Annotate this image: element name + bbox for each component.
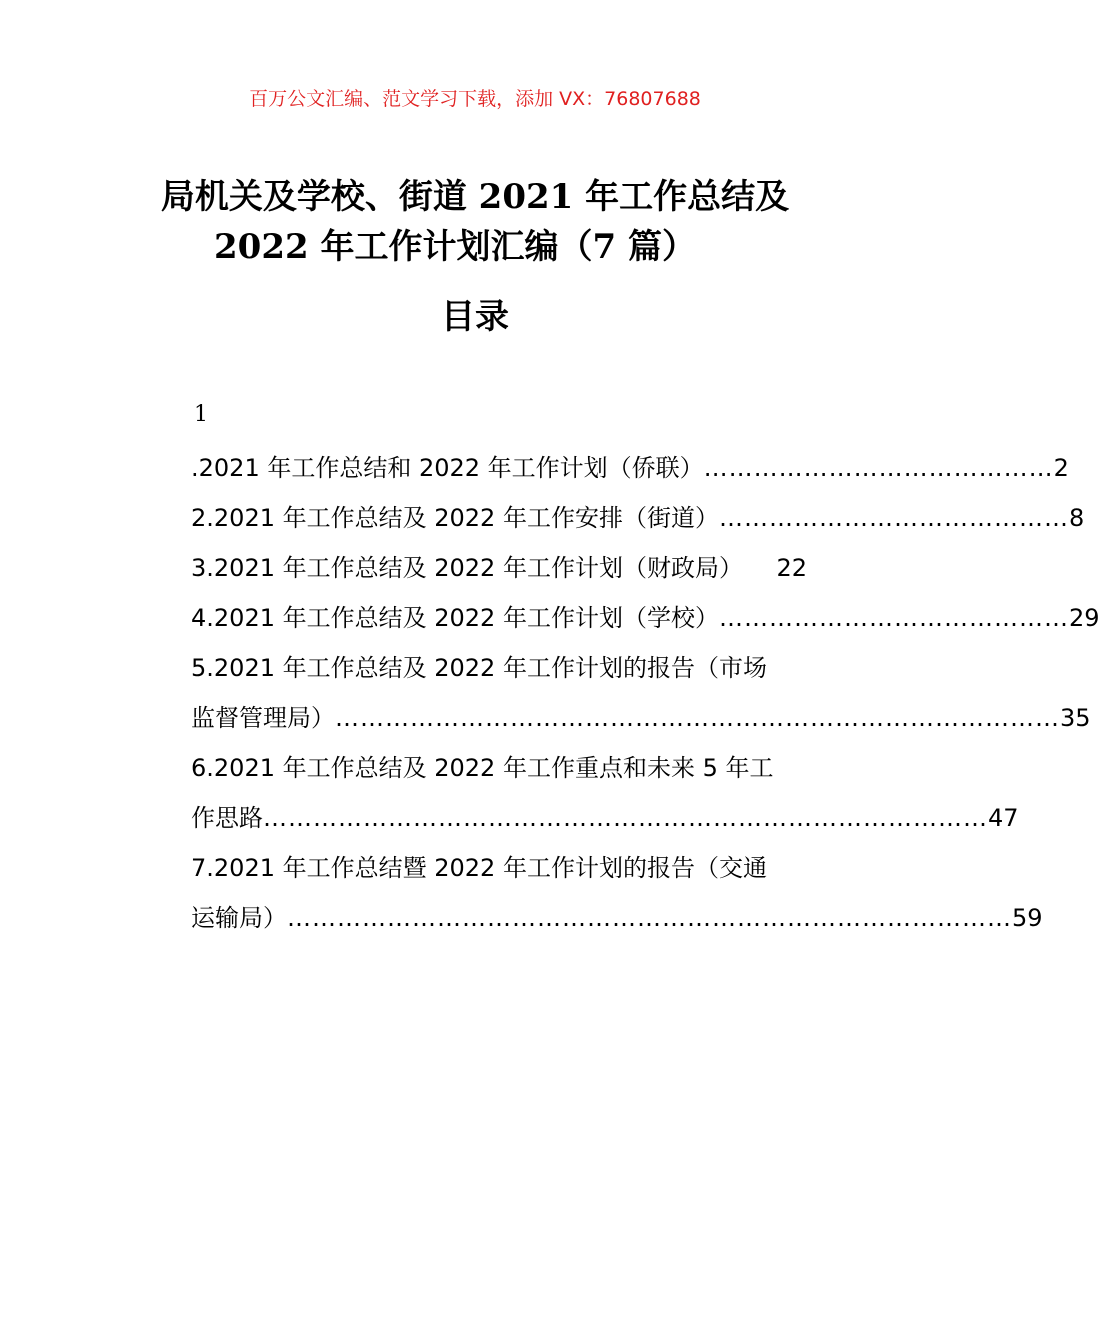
- toc-entry[interactable]: [191, 743, 807, 793]
- toc-entry-page: 2: [1053, 454, 1069, 482]
- table-of-contents: [191, 443, 1100, 943]
- toc-entry-continuation[interactable]: [191, 893, 1043, 943]
- toc-entry-page: 29: [1068, 604, 1100, 632]
- toc-leader-dots: ……………………………………: [718, 604, 1069, 632]
- toc-leader-dots: ……………………………………………………………………………: [287, 904, 1012, 932]
- toc-entry-title: .2021 年工作总结和 2022 年工作计划（侨联）: [191, 454, 704, 482]
- toc-entry[interactable]: [191, 543, 807, 593]
- toc-entry-title-cont: 运输局）: [191, 904, 287, 932]
- toc-entry-title-cont: 监督管理局）: [191, 704, 335, 732]
- toc-entry-page: 8: [1068, 504, 1085, 532]
- toc-entry-title: 6.2021 年工作总结及 2022 年工作重点和未来 5 年工: [191, 754, 774, 782]
- document-title-line-2: 2022 年工作计划汇编（7 篇）: [214, 227, 696, 267]
- header-note: 百万公文汇编、范文学习下载，添加 VX：76807688: [249, 88, 701, 110]
- toc-entry-title: 4.2021 年工作总结及 2022 年工作计划（学校）: [191, 604, 719, 632]
- toc-entry-page: 59: [1012, 904, 1043, 932]
- toc-entry[interactable]: [191, 643, 807, 693]
- toc-entry-continuation[interactable]: [191, 693, 1091, 743]
- toc-entry-title: 3.2021 年工作总结及 2022 年工作计划（财政局）: [191, 554, 743, 582]
- toc-leader-dots: ……………………………………: [703, 454, 1054, 482]
- document-title-line-1: 局机关及学校、街道 2021 年工作总结及: [160, 177, 790, 217]
- toc-number: 1: [194, 402, 208, 427]
- toc-leader-dots: ……………………………………………………………………………: [263, 804, 988, 832]
- toc-entry-title: 7.2021 年工作总结暨 2022 年工作计划的报告（交通: [191, 854, 767, 882]
- toc-entry[interactable]: [191, 843, 807, 893]
- toc-entry[interactable]: [191, 443, 1069, 493]
- toc-entry[interactable]: [191, 593, 1100, 643]
- toc-entry-title: 2.2021 年工作总结及 2022 年工作安排（街道）: [191, 504, 719, 532]
- toc-entry-page: 22: [776, 554, 807, 582]
- toc-leader-dots: ……………………………………: [718, 504, 1069, 532]
- toc-heading: 目录: [441, 297, 509, 337]
- toc-entry-title: 5.2021 年工作总结及 2022 年工作计划的报告（市场: [191, 654, 767, 682]
- toc-entry-title-cont: 作思路: [191, 804, 263, 832]
- toc-leader-dots: ……………………………………………………………………………: [335, 704, 1060, 732]
- toc-entry-continuation[interactable]: [191, 793, 1019, 843]
- toc-entry-page: 47: [988, 804, 1019, 832]
- toc-entry[interactable]: [191, 493, 1085, 543]
- toc-entry-page: 35: [1060, 704, 1091, 732]
